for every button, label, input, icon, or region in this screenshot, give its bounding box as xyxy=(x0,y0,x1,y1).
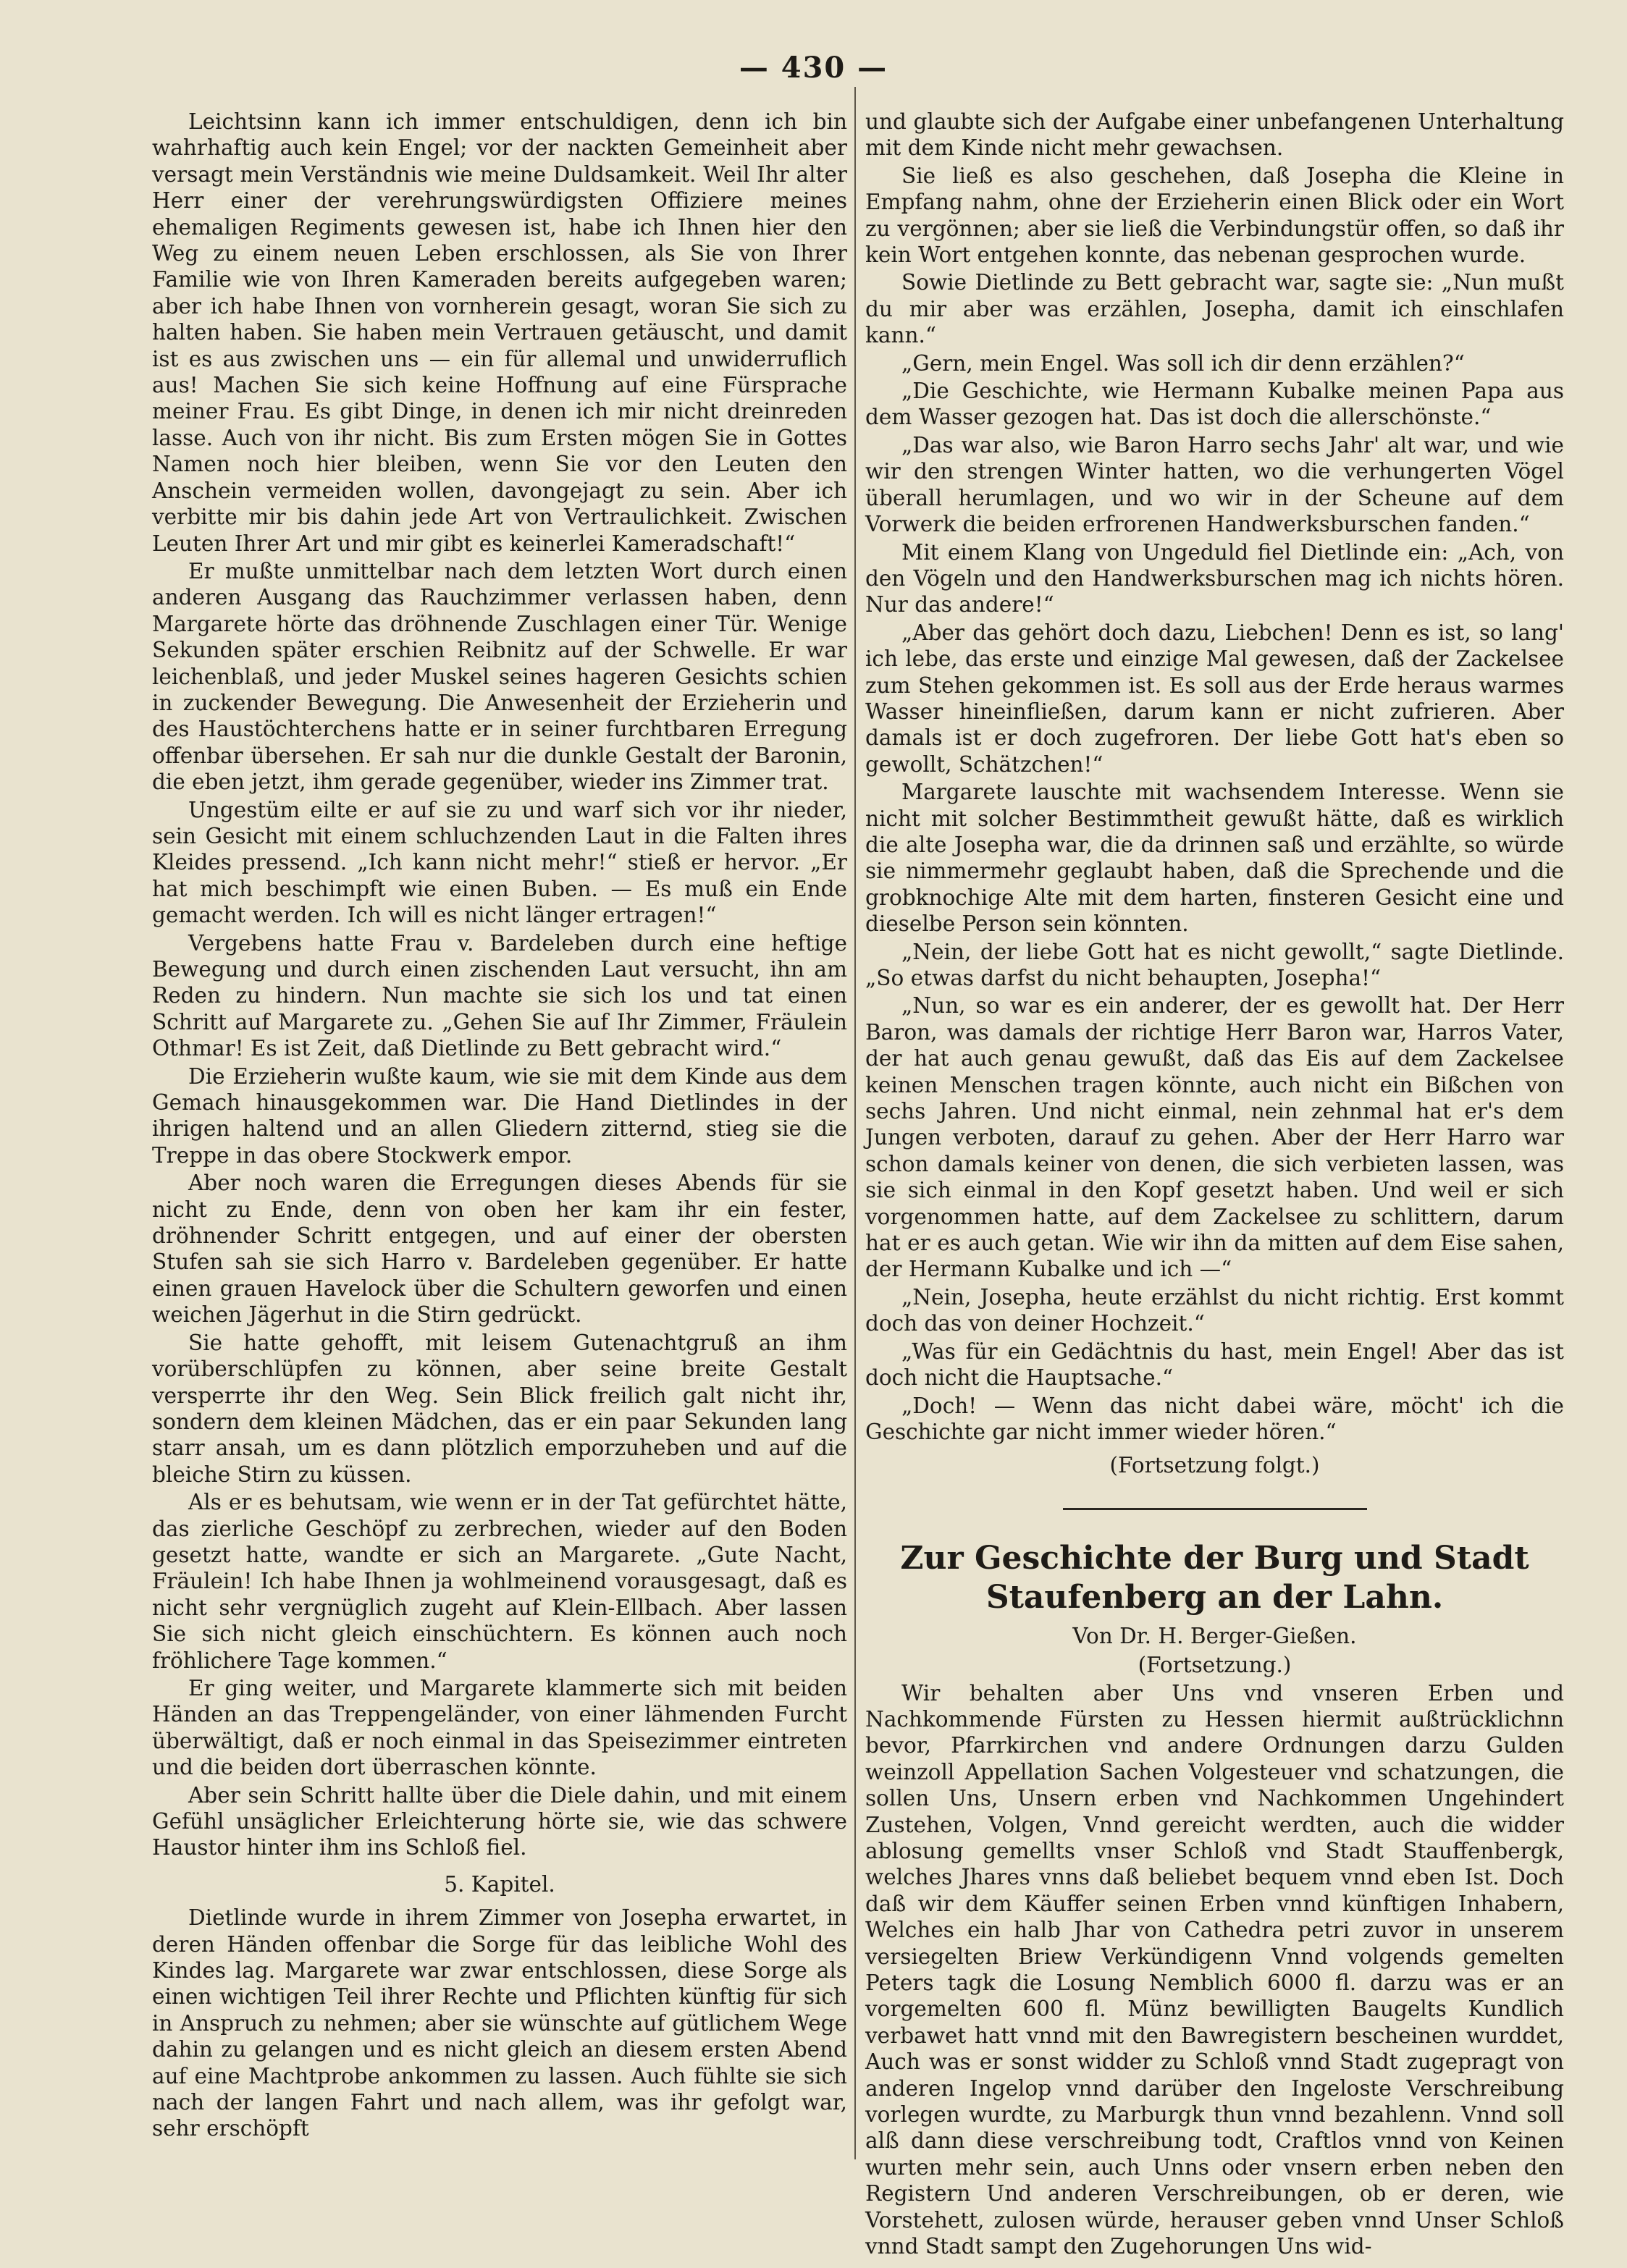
paragraph: Die Erzieherin wußte kaum, wie sie mit dem Kinde aus dem Gemach hinausgekommen war. Die Hand Dietlindes in der ihrigen haltend und an allen Gliedern zitternd, stieg sie die Treppe in das obere Stockwerk empor. xyxy=(152,1063,847,1168)
section-divider xyxy=(1063,1508,1367,1510)
paragraph: Er ging weiter, und Margarete klammerte sich mit beiden Händen an das Treppengeländer, von einer lähmenden Furcht überwältigt, daß er noch einmal in das Speisezimmer eintreten und die beiden dort überraschen könnte. xyxy=(152,1675,847,1780)
paragraph: Sie hatte gehofft, mit leisem Gutenachtgruß an ihm vorüberschlüpfen zu können, aber seine breite Gestalt versperrte ihr den Weg. Sein Blick freilich galt nicht ihr, sondern dem kleinen Mädchen, das er ein paar Sekunden lang starr ansah, um es dann plötzlich emporzuheben und auf die bleiche Stirn zu küssen. xyxy=(152,1330,847,1487)
continuation-note: (Fortsetzung folgt.) xyxy=(1109,1453,1320,1478)
paragraph: Wir behalten aber Uns vnd vnseren Erben und Nachkommende Fürsten zu Hessen hiermit außtrücklichnn bevor, Pfarrkirchen vnd andere Ordnungen darzu Gulden weinzoll Appellation Sachen Volgesteuer vnd schatzungen, die sollen Uns, Unsern erben vnd Nachkommen Ungehindert Zustehen, Volgen, Vnnd gereicht werdten, auch die widder ablosung gemellts vnser Schloß vnd Stadt Stauffenbergk, welches Jhares vnns daß beliebet bequem vnnd eben Ist. Doch daß wir dem Käuffer seinen Erben vnnd künftigen Inhabern, Welches ein halb Jhar von Cathedra petri zuvor in unserem versiegelten Briew Verkündigenn Vnnd volgends gemelten Peters tagk die Losung Nemblich 6000 fl. darzu was er an vorgemelten 600 fl. Münz bewilligten Baugelts Kundlich verbawet hatt vnnd mit den Bawregistern bescheinen wurddet, Auch was er sonst widder zu Schloß vnnd Stadt zugepragt von anderen Ingelop vnnd darüber den Ingeloste Verschreibung vorlegen wurdte, zu Marburgk thun vnnd bezahlenn. Vnnd soll alß dann diese verschreibung todt, Craftlos vnnd von Keinen wurten mehr sein, auch Unns oder vnsern erben neben den Registern Und anderen Verschreibungen, ob er deren, wie Vorstehett, zulosen würde, herauser geben vnnd Unser Schloß vnnd Stadt sampt den Zugehorungen Uns wid- xyxy=(865,1680,1564,2259)
column-divider xyxy=(854,87,856,2159)
right-column xyxy=(865,109,1564,2261)
paragraph: Dietlinde wurde in ihrem Zimmer von Josepha erwartet, in deren Händen offenbar die Sorge für das leibliche Wohl des Kindes lag. Margarete war zwar entschlossen, diese Sorge als einen wichtigen Teil ihrer Rechte und Pflichten künftig für sich in Anspruch zu nehmen; aber sie wünschte auf gütlichem Wege dahin zu gelangen und es nicht gleich an diesem ersten Abend auf eine Machtprobe ankommen zu lassen. Auch fühlte sie sich nach der langen Fahrt und nach allem, was ihr gefolgt war, sehr erschöpft xyxy=(152,1905,847,2141)
page-number: — 430 — xyxy=(739,51,888,85)
paragraph: „Nun, so war es ein anderer, der es gewollt hat. Der Herr Baron, was damals der richtige Herr Baron war, Harros Vater, der hat auch genau gewußt, daß das Eis auf dem Zackelsee keinen Menschen tragen könnte, auch nicht ein Bißchen von sechs Jahren. Und nicht einmal, nein zehnmal hat er's dem Jungen verboten, darauf zu gehen. Aber der Herr Harro war schon damals keiner von denen, die sich verbieten lassen, was sie sich einmal in den Kopf gesetzt haben. Und weil er sich vorgenommen hatte, auf dem Zackelsee zu schlittern, darum hat er es auch getan. Wie wir ihn da mitten auf dem Eise sahen, der Hermann Kubalke und ich —“ xyxy=(865,993,1564,1282)
paragraph: und glaubte sich der Aufgabe einer unbefangenen Unterhaltung mit dem Kinde nicht mehr gewachsen. xyxy=(865,109,1564,161)
left-column xyxy=(152,109,847,2143)
paragraph: Vergebens hatte Frau v. Bardeleben durch eine heftige Bewegung und durch einen zischenden Laut versucht, ihn am Reden zu hindern. Nun machte sie sich los und tat einen Schritt auf Margarete zu. „Gehen Sie auf Ihr Zimmer, Fräulein Othmar! Es ist Zeit, daß Dietlinde zu Bett gebracht wird.“ xyxy=(152,930,847,1061)
paragraph: Leichtsinn kann ich immer entschuldigen, denn ich bin wahrhaftig auch kein Engel; vor der nackten Gemeinheit aber versagt mein Verständnis wie meine Duldsamkeit. Weil Ihr alter Herr einer der verehrungswürdigsten Offiziere meines ehemaligen Regiments gewesen ist, habe ich Ihnen hier den Weg zu einem neuen Leben erschlossen, als Sie von Ihrer Familie wie von Ihren Kameraden bereits aufgegeben waren; aber ich habe Ihnen von vornherein gesagt, woran Sie sich zu halten haben. Sie haben mein Vertrauen getäuscht, und damit ist es aus zwischen uns — ein für allemal und unwiderruflich aus! Machen Sie sich keine Hoffnung auf eine Fürsprache meiner Frau. Es gibt Dinge, in denen ich mir nicht dreinreden lasse. Auch von ihr nicht. Bis zum Ersten mögen Sie in Gottes Namen noch hier bleiben, wenn Sie vor den Leuten den Anschein vermeiden wollen, davongejagt zu sein. Aber ich verbitte mir bis dahin jede Art von Vertraulichkeit. Zwischen Leuten Ihrer Art und mir gibt es keinerlei Kameradschaft!“ xyxy=(152,109,847,556)
paragraph: Sie ließ es also geschehen, daß Josepha die Kleine in Empfang nahm, ohne der Erzieherin einen Blick oder ein Wort zu vergönnen; aber sie ließ die Verbindungstür offen, so daß ihr kein Wort entgehen konnte, das nebenan gesprochen wurde. xyxy=(865,163,1564,268)
chapter-heading: 5. Kapitel. xyxy=(444,1871,555,1897)
paragraph: Als er es behutsam, wie wenn er in der Tat gefürchtet hätte, das zierliche Geschöpf zu zerbrechen, wieder auf den Boden gesetzt hatte, wandte er sich an Margarete. „Gute Nacht, Fräulein! Ich habe Ihnen ja wohlmeinend vorausgesagt, daß es nicht sehr vergnüglich zugeht auf Klein-Ellbach. Aber lassen Sie sich nicht gleich einschüchtern. Es können auch noch fröhlichere Tage kommen.“ xyxy=(152,1490,847,1673)
paragraph: Mit einem Klang von Ungeduld fiel Dietlinde ein: „Ach, von den Vögeln und den Handwerksburschen mag ich nichts hören. Nur das andere!“ xyxy=(865,539,1564,617)
paragraph: Sowie Dietlinde zu Bett gebracht war, sagte sie: „Nun mußt du mir aber was erzählen, Josepha, damit ich einschlafen kann.“ xyxy=(865,270,1564,348)
paragraph: „Die Geschichte, wie Hermann Kubalke meinen Papa aus dem Wasser gezogen hat. Das ist doch die allerschönste.“ xyxy=(865,379,1564,430)
article-status: (Fortsetzung.) xyxy=(1138,1653,1292,1678)
paragraph: „Nein, Josepha, heute erzählst du nicht richtig. Erst kommt doch das von deiner Hochzeit.“ xyxy=(865,1284,1564,1336)
article-title: Zur Geschichte der Burg und Stadt Staufenberg an der Lahn. xyxy=(900,1539,1529,1616)
paragraph: Aber sein Schritt hallte über die Diele dahin, und mit einem Gefühl unsäglicher Erleichterung hörte sie, wie das schwere Haustor hinter ihm ins Schloß fiel. xyxy=(152,1782,847,1860)
paragraph: „Was für ein Gedächtnis du hast, mein Engel! Aber das ist doch nicht die Hauptsache.“ xyxy=(865,1339,1564,1391)
paragraph: Ungestüm eilte er auf sie zu und warf sich vor ihr nieder, sein Gesicht mit einem schluchzenden Laut in die Falten ihres Kleides pressend. „Ich kann nicht mehr!“ stieß er hervor. „Er hat mich beschimpft wie einen Buben. — Es muß ein Ende gemacht werden. Ich will es nicht länger ertragen!“ xyxy=(152,797,847,928)
paragraph: „Nein, der liebe Gott hat es nicht gewollt,“ sagte Dietlinde. „So etwas darfst du nicht behaupten, Josepha!“ xyxy=(865,939,1564,990)
paragraph: „Gern, mein Engel. Was soll ich dir denn erzählen?“ xyxy=(901,350,1465,376)
paragraph: „Das war also, wie Baron Harro sechs Jahr' alt war, und wie wir den strengen Winter hatten, wo die verhungerten Vögel überall herumlagen, und wo wir in der Scheune auf dem Vorwerk die beiden erfrorenen Handwerksburschen fanden.“ xyxy=(865,432,1564,537)
paragraph: Margarete lauschte mit wachsendem Interesse. Wenn sie nicht mit solcher Bestimmtheit gewußt hätte, daß es wirklich die alte Josepha war, die da drinnen saß und erzählte, so würde sie nimmermehr geglaubt haben, daß die Sprechende und die grobknochige Alte mit dem harten, finsteren Gesicht eine und dieselbe Person sein könnten. xyxy=(865,780,1564,937)
article-byline: Von Dr. H. Berger-Gießen. xyxy=(1072,1623,1357,1648)
paragraph: „Aber das gehört doch dazu, Liebchen! Denn es ist, so lang' ich lebe, das erste und einzige Mal gewesen, daß der Zackelsee zum Stehen gekommen ist. Es soll aus der Erde heraus warmes Wasser hineinfließen, darum kann er nicht zufrieren. Aber damals ist er doch zugefroren. Der liebe Gott hat's eben so gewollt, Schätzchen!“ xyxy=(865,620,1564,777)
paragraph: Er mußte unmittelbar nach dem letzten Wort durch einen anderen Ausgang das Rauchzimmer verlassen haben, denn Margarete hörte das dröhnende Zuschlagen einer Tür. Wenige Sekunden später erschien Reibnitz auf der Schwelle. Er war leichenblaß, und jeder Muskel seines hageren Gesichts schien in zuckender Bewegung. Die Anwesenheit der Erzieherin und des Haustöchterchens hatte er in seiner furchtbaren Erregung offenbar übersehen. Er sah nur die dunkle Gestalt der Baronin, die eben jetzt, ihm gerade gegenüber, wieder ins Zimmer trat. xyxy=(152,558,847,795)
paragraph: „Doch! — Wenn das nicht dabei wäre, möcht' ich die Geschichte gar nicht immer wieder hören.“ xyxy=(865,1393,1564,1444)
paragraph: Aber noch waren die Erregungen dieses Abends für sie nicht zu Ende, denn von oben her kam ihr ein fester, dröhnender Schritt entgegen, und auf einer der obersten Stufen sah sie sich Harro v. Bardeleben gegenüber. Er hatte einen grauen Havelock über die Schultern geworfen und einen weichen Jägerhut in die Stirn gedrückt. xyxy=(152,1171,847,1328)
